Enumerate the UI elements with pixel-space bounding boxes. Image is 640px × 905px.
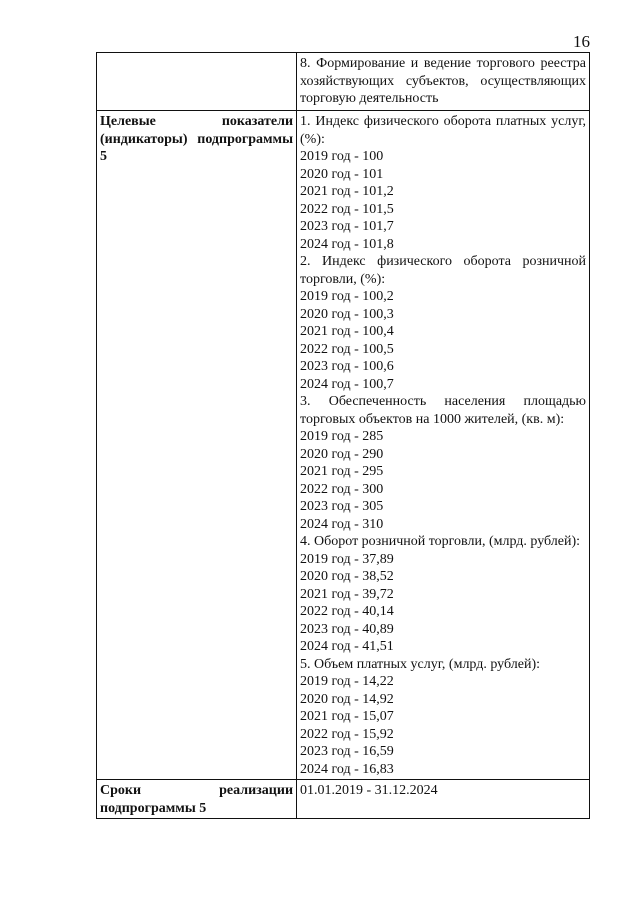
indicator-value: 2022 год - 300 xyxy=(300,481,384,497)
indicator-value: 2023 год - 16,59 xyxy=(300,744,394,759)
row-content-cell: 01.01.2019 - 31.12.2024 xyxy=(297,780,590,819)
indicator-block xyxy=(300,656,586,779)
indicators-cell xyxy=(297,111,590,780)
indicator-value: 2024 год - 100,7 xyxy=(300,376,394,392)
indicator-value: 2022 год - 40,14 xyxy=(300,604,394,619)
indicator-value: 2020 год - 100,3 xyxy=(300,306,394,322)
indicator-value: 2020 год - 101 xyxy=(300,166,384,182)
indicator-value: 2024 год - 101,8 xyxy=(300,236,394,252)
indicator-value: 2019 год - 285 xyxy=(300,429,384,444)
indicator-title: 4. Оборот розничной торговли, (млрд. рублей): xyxy=(300,534,581,549)
indicator-value: 2019 год - 100,2 xyxy=(300,289,394,304)
row-label-cell: Сроки реализации подпрограммы 5 xyxy=(97,780,297,819)
indicator-value: 2022 год - 101,5 xyxy=(300,201,394,217)
row-content-cell: 8. Формирование и ведение торгового реестра хозяйствующих субъектов, осуществляющих торговую деятельность xyxy=(297,53,590,111)
indicator-block xyxy=(300,533,586,656)
indicator-title: 3. Обеспеченность населения площадью торговых объектов на 1000 жителей, (кв. м): xyxy=(300,394,586,427)
indicator-value: 2021 год - 100,4 xyxy=(300,324,394,339)
indicator-value: 2022 год - 15,92 xyxy=(300,726,394,742)
indicator-value: 2021 год - 15,07 xyxy=(300,709,394,724)
indicator-block xyxy=(300,253,586,393)
indicator-value: 2023 год - 101,7 xyxy=(300,219,394,234)
indicator-value: 2020 год - 290 xyxy=(300,446,384,462)
indicator-value: 2023 год - 100,6 xyxy=(300,359,394,374)
table-row xyxy=(97,111,590,780)
indicator-value: 2020 год - 38,52 xyxy=(300,569,394,584)
indicator-value: 2023 год - 40,89 xyxy=(300,621,394,637)
indicator-value: 2021 год - 101,2 xyxy=(300,184,394,199)
indicator-value: 2024 год - 310 xyxy=(300,516,384,532)
page-number: 16 xyxy=(573,32,590,51)
indicator-value: 2021 год - 295 xyxy=(300,464,384,479)
indicator-block xyxy=(300,393,586,533)
indicator-value: 2019 год - 100 xyxy=(300,149,384,164)
row-label-cell xyxy=(97,53,297,111)
table-row xyxy=(97,53,590,111)
indicator-value: 2023 год - 305 xyxy=(300,499,384,514)
indicator-value: 2019 год - 37,89 xyxy=(300,551,394,567)
table-row xyxy=(97,780,590,819)
indicator-value: 2020 год - 14,92 xyxy=(300,691,394,707)
row-label-cell: Целевые показатели (индикаторы) подпрограммы 5 xyxy=(97,111,297,780)
passport-table xyxy=(96,52,590,819)
indicator-value: 2019 год - 14,22 xyxy=(300,674,394,689)
indicator-value: 2021 год - 39,72 xyxy=(300,586,394,602)
indicator-title: 5. Объем платных услуг, (млрд. рублей): xyxy=(300,656,541,672)
indicator-title: 1. Индекс физического оборота платных услуг, (%): xyxy=(300,114,586,147)
indicator-block xyxy=(300,113,586,253)
indicator-value: 2024 год - 41,51 xyxy=(300,639,394,654)
indicator-value: 2024 год - 16,83 xyxy=(300,761,394,777)
indicator-title: 2. Индекс физического оборота розничной торговли, (%): xyxy=(300,254,586,287)
indicator-value: 2022 год - 100,5 xyxy=(300,341,394,357)
